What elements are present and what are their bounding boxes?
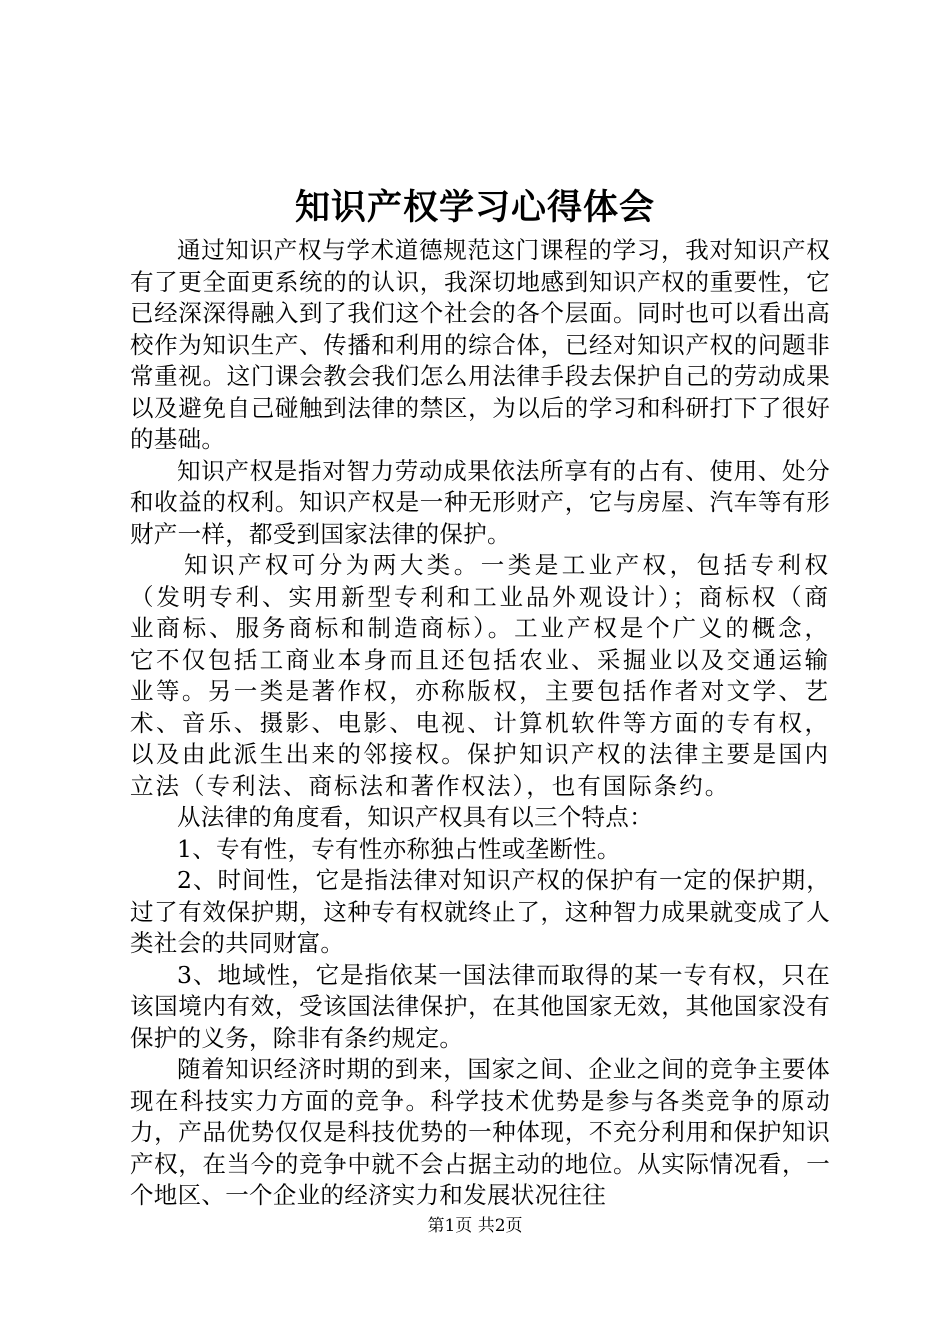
document-body [130, 235, 830, 1212]
page-number-footer: 第1页 共2页 [427, 1216, 523, 1236]
paragraph-features-intro: 从法律的角度看，知识产权具有以三个特点： [177, 803, 653, 831]
paragraph-categories: 知识产权可分为两大类。一类是工业产权，包括专利权（发明专利、实用新型专利和工业品外观设计）；商标权（商业商标、服务商标和制造商标）。工业产权是个广义的概念，它不仅包括工商业本身而且还包括农业、采掘业以及交通运输业等。另一类是著作权，亦称版权，主要包括作者对文学、艺术、音乐、摄影、电影、电视、计算机软件等方面的专有权，以及由此派生出来的邻接权。保护知识产权的法律主要是国内立法（专利法、商标法和著作权法），也有国际条约。 [130, 551, 830, 800]
page-title: 知识产权学习心得体会 [294, 187, 655, 228]
paragraph-feature-time: 2、时间性，它是指法律对知识产权的保护有一定的保护期，过了有效保护期，这种专有权就终止了，这种智力成果就变成了人类社会的共同财富。 [130, 866, 830, 957]
paragraph-competition: 随着知识经济时期的到来，国家之间、企业之间的竞争主要体现在科技实力方面的竞争。科学技术优势是参与各类竞争的原动力，产品优势仅仅是科技优势的一种体现，不充分利用和保护知识产权，在当今的竞争中就不会占据主动的地位。从实际情况看，一个地区、一个企业的经济实力和发展状况往往 [130, 1055, 830, 1209]
paragraph-feature-exclusivity: 1、专有性，专有性亦称独占性或垄断性。 [177, 834, 621, 863]
paragraph-intro: 通过知识产权与学术道德规范这门课程的学习，我对知识产权有了更全面更系统的的认识，我深切地感到知识产权的重要性，它已经深深得融入到了我们这个社会的各个层面。同时也可以看出高校作为知识生产、传播和利用的综合体，已经对知识产权的问题非常重视。这门课会教会我们怎么用法律手段去保护自己的劳动成果以及避免自己碰触到法律的禁区，为以后的学习和科研打下了很好的基础。 [130, 236, 830, 453]
paragraph-definition: 知识产权是指对智力劳动成果依法所享有的占有、使用、处分和收益的权利。知识产权是一种无形财产，它与房屋、汽车等有形财产一样，都受到国家法律的保护。 [130, 456, 830, 548]
paragraph-feature-territory: 3、地域性，它是指依某一国法律而取得的某一专有权，只在该国境内有效，受该国法律保护，在其他国家无效，其他国家没有保护的义务，除非有条约规定。 [130, 960, 830, 1052]
